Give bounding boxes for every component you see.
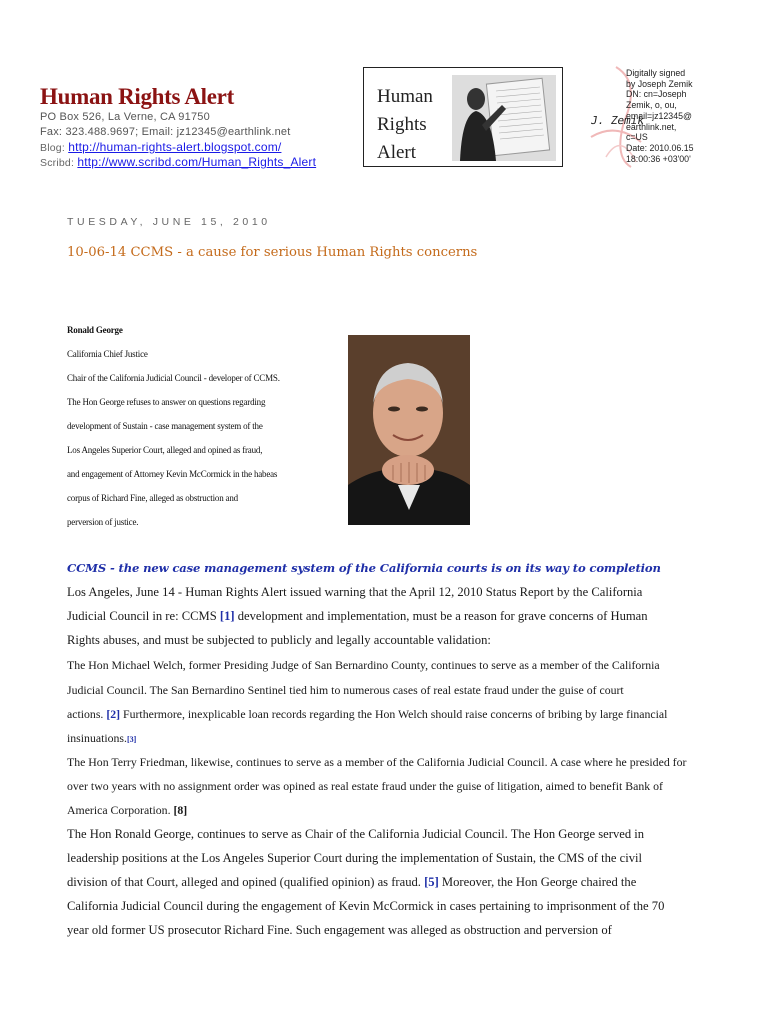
body-text: division of that Court, alleged and opined (qualified opinion) as fraud.	[67, 875, 425, 889]
scribd-link[interactable]: http://www.scribd.com/Human_Rights_Alert	[77, 155, 317, 169]
body-line	[67, 609, 648, 624]
body-text: Furthermore, inexplicable loan records regarding the Hon Welch should raise concerns of bribing by large financial	[120, 707, 668, 721]
signature-line: Digitally signed	[626, 68, 686, 78]
signature-line: email=jz12345@	[626, 110, 692, 121]
body-text: actions.	[67, 707, 107, 721]
body-line	[67, 803, 187, 818]
caption-line: Chair of the California Judicial Council - developer of CCMS.	[67, 373, 280, 383]
scribd-label: Scribd:	[40, 157, 75, 169]
body-line: The Hon Terry Friedman, likewise, continues to serve as a member of the California Judicial Council. A case where he presided for	[67, 755, 687, 769]
caption-line: perversion of justice.	[67, 517, 139, 527]
body-line	[67, 875, 636, 890]
post-date: TUESDAY, JUNE 15, 2010	[67, 216, 271, 228]
blog-line	[40, 140, 281, 155]
body-text: Moreover, the Hon George chaired the	[438, 875, 637, 889]
caption-line: California Chief Justice	[67, 349, 148, 359]
footnote-link[interactable]: [2]	[106, 707, 121, 721]
footnote-link[interactable]: [5]	[424, 875, 439, 889]
signature-line: DN: cn=Joseph	[626, 89, 687, 100]
body-text: development and implementation, must be a reason for grave concerns of Human	[234, 609, 648, 623]
scribd-line	[40, 155, 316, 170]
caption-line: Los Angeles Superior Court, alleged and opined as fraud,	[67, 445, 263, 455]
signature-line: c=US	[626, 132, 648, 143]
footnote-link[interactable]: [8]	[173, 803, 188, 817]
body-line: The Hon Ronald George, continues to serve as Chair of the California Judicial Council. The Hon George served in	[67, 827, 645, 841]
footnote-link[interactable]: [3]	[126, 735, 137, 744]
body-line: California Judicial Council during the engagement of Kevin McCormick in cases pertaining to imprisonment of the 70	[67, 899, 665, 913]
signature-line: Zemik, o, ou,	[626, 100, 677, 111]
logo-word-human: Human	[377, 86, 433, 107]
digital-signature	[586, 62, 766, 172]
body-text: Judicial Council in re: CCMS	[67, 609, 220, 623]
body-line: Rights abuses, and must be subjected to publicly and legally accountable validation:	[67, 633, 491, 647]
body-line: year old former US prosecutor Richard Fine. Such engagement was alleged as obstruction and perversion of	[67, 923, 612, 937]
caption-line: The Hon George refuses to answer on questions regarding	[67, 397, 266, 407]
footnote-link[interactable]: [1]	[219, 609, 235, 623]
body-line: Los Angeles, June 14 - Human Rights Alert issued warning that the April 12, 2010 Status Report by the California	[67, 585, 643, 599]
body-line: over two years with no assignment order was opined as real estate fraud under the guise of litigation, aimed to benefit Bank of	[67, 779, 663, 793]
section-heading: CCMS - the new case management system of the California courts is on its way to completion	[67, 561, 661, 575]
signature-line: earthlink.net,	[626, 121, 677, 132]
body-line	[67, 707, 667, 722]
blog-link[interactable]: http://human-rights-alert.blogspot.com/	[68, 140, 282, 154]
caption-line: and engagement of Attorney Kevin McCormick in the habeas	[67, 469, 278, 479]
caption-line: corpus of Richard Fine, alleged as obstruction and	[67, 493, 238, 503]
signature-line: by Joseph Zemik	[626, 78, 693, 89]
logo-image	[452, 75, 556, 161]
body-line: leadership positions at the Los Angeles Superior Court during the implementation of Sustain, the CMS of the civil	[67, 851, 643, 865]
portrait-photo	[348, 335, 470, 525]
post-title[interactable]: 10-06-14 CCMS - a cause for serious Human Rights concerns	[67, 245, 478, 260]
signature-name: J. Zemik	[589, 114, 646, 127]
caption-name: Ronald George	[67, 325, 123, 335]
brand-title: Human Rights Alert	[40, 84, 234, 109]
signature-line: 18:00:36 +03'00'	[626, 153, 691, 164]
body-text: insinuations.	[67, 731, 127, 745]
logo-word-alert: Alert	[377, 142, 417, 163]
fax-email-line: Fax: 323.488.9697; Email: jz12345@earthlink.net	[40, 126, 291, 138]
body-text: America Corporation.	[67, 803, 174, 817]
logo-box	[363, 67, 563, 167]
logo-word-rights: Rights	[377, 114, 427, 135]
blog-label: Blog:	[40, 142, 65, 154]
body-line: Judicial Council. The San Bernardino Sentinel tied him to numerous cases of real estate fraud under the guise of court	[67, 683, 624, 697]
body-line: The Hon Michael Welch, former Presiding Judge of San Bernardino County, continues to serve as a member of the California	[67, 658, 660, 672]
address-line: PO Box 526, La Verne, CA 91750	[40, 111, 210, 123]
body-line	[67, 731, 136, 746]
caption-line: development of Sustain - case management system of the	[67, 421, 263, 431]
signature-details	[626, 68, 766, 164]
signature-line: Date: 2010.06.15	[626, 142, 694, 153]
